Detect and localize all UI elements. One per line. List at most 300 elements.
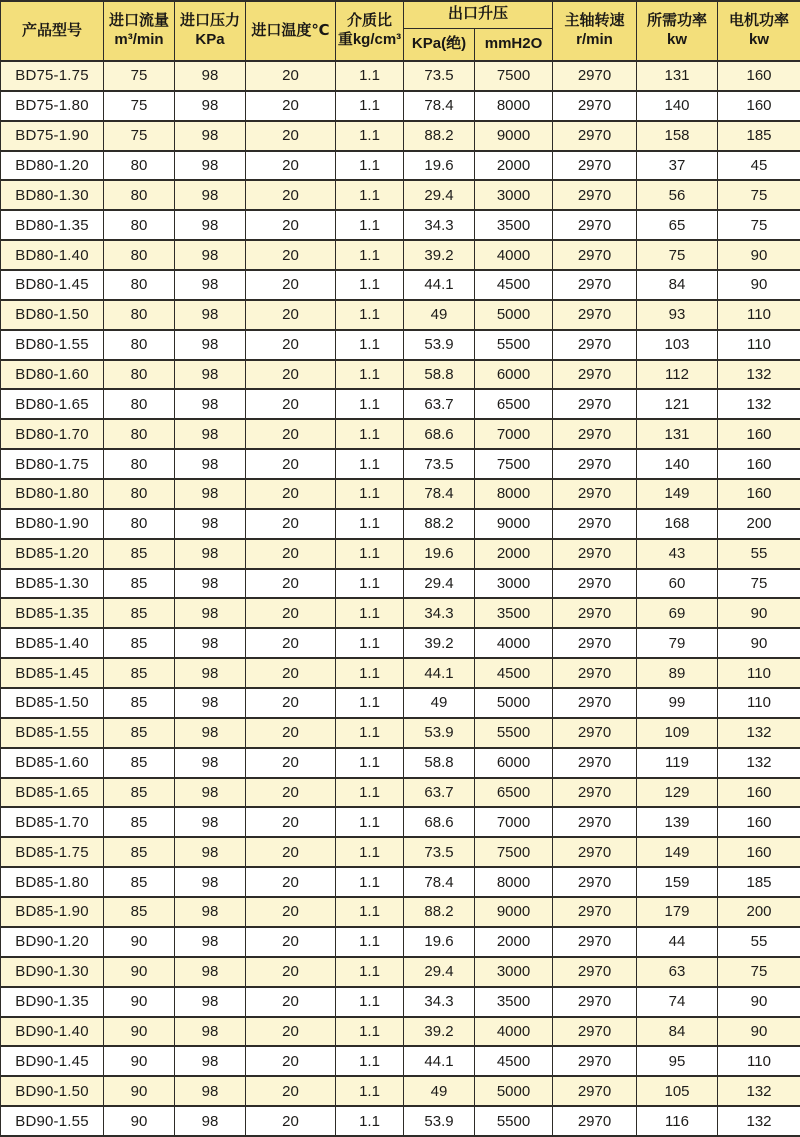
- table-cell: 132: [718, 718, 800, 748]
- table-cell: 1.1: [336, 778, 404, 808]
- table-cell: 20: [246, 987, 336, 1017]
- table-cell: 1.1: [336, 509, 404, 539]
- table-cell: 2970: [553, 449, 637, 479]
- table-cell: 98: [175, 778, 246, 808]
- table-cell: 56: [637, 180, 718, 210]
- table-cell: 200: [718, 509, 800, 539]
- table-cell: 43: [637, 539, 718, 569]
- table-cell: 58.8: [404, 360, 475, 390]
- table-cell: 98: [175, 539, 246, 569]
- table-cell: 20: [246, 748, 336, 778]
- table-cell: 44: [637, 927, 718, 957]
- table-cell: 160: [718, 837, 800, 867]
- table-cell: 49: [404, 300, 475, 330]
- table-cell: 2970: [553, 360, 637, 390]
- table-cell: 4000: [475, 1017, 553, 1047]
- table-cell: 1.1: [336, 91, 404, 121]
- table-cell: 20: [246, 180, 336, 210]
- table-cell: 98: [175, 151, 246, 181]
- table-cell: 3500: [475, 210, 553, 240]
- cell-product-model: BD80-1.80: [1, 479, 104, 509]
- table-cell: 80: [104, 151, 175, 181]
- table-cell: 2970: [553, 1106, 637, 1136]
- table-cell: 98: [175, 837, 246, 867]
- table-cell: 1.1: [336, 1106, 404, 1136]
- table-cell: 45: [718, 151, 800, 181]
- table-cell: 20: [246, 807, 336, 837]
- col-header-product-model-label: 产品型号: [21, 21, 82, 39]
- table-cell: 110: [718, 1046, 800, 1076]
- cell-product-model: BD80-1.30: [1, 180, 104, 210]
- table-cell: 98: [175, 419, 246, 449]
- table-cell: 2970: [553, 778, 637, 808]
- table-cell: 80: [104, 389, 175, 419]
- table-cell: 80: [104, 509, 175, 539]
- cell-product-model: BD80-1.50: [1, 300, 104, 330]
- table-cell: 131: [637, 419, 718, 449]
- table-cell: 39.2: [404, 1017, 475, 1047]
- table-cell: 7000: [475, 807, 553, 837]
- table-cell: 80: [104, 360, 175, 390]
- cell-product-model: BD85-1.20: [1, 539, 104, 569]
- table-row: [1, 449, 800, 479]
- table-cell: 78.4: [404, 91, 475, 121]
- table-cell: 2970: [553, 61, 637, 91]
- table-cell: 132: [718, 389, 800, 419]
- table-row: [1, 61, 800, 91]
- table-cell: 6500: [475, 389, 553, 419]
- cell-product-model: BD85-1.65: [1, 778, 104, 808]
- table-cell: 98: [175, 180, 246, 210]
- table-cell: 1.1: [336, 569, 404, 599]
- table-cell: 132: [718, 1106, 800, 1136]
- table-cell: 1.1: [336, 837, 404, 867]
- table-cell: 90: [718, 1017, 800, 1047]
- table-cell: 1.1: [336, 270, 404, 300]
- table-row: [1, 688, 800, 718]
- table-cell: 20: [246, 1017, 336, 1047]
- cell-product-model: BD80-1.90: [1, 509, 104, 539]
- table-cell: 29.4: [404, 569, 475, 599]
- table-cell: 58.8: [404, 748, 475, 778]
- table-cell: 98: [175, 360, 246, 390]
- table-row: [1, 718, 800, 748]
- table-cell: 90: [718, 987, 800, 1017]
- table-cell: 20: [246, 569, 336, 599]
- table-cell: 5000: [475, 688, 553, 718]
- cell-product-model: BD80-1.20: [1, 151, 104, 181]
- table-row: [1, 1046, 800, 1076]
- table-cell: 112: [637, 360, 718, 390]
- table-cell: 103: [637, 330, 718, 360]
- table-cell: 4500: [475, 270, 553, 300]
- table-cell: 98: [175, 1046, 246, 1076]
- table-cell: 160: [718, 778, 800, 808]
- table-cell: 5000: [475, 1076, 553, 1106]
- col-header-product-model: [1, 1, 104, 61]
- cell-product-model: BD90-1.45: [1, 1046, 104, 1076]
- table-cell: 85: [104, 718, 175, 748]
- table-cell: 20: [246, 1046, 336, 1076]
- table-row: [1, 927, 800, 957]
- table-cell: 2000: [475, 151, 553, 181]
- table-cell: 88.2: [404, 509, 475, 539]
- table-cell: 20: [246, 1076, 336, 1106]
- table-cell: 132: [718, 360, 800, 390]
- table-cell: 4000: [475, 240, 553, 270]
- table-cell: 75: [104, 121, 175, 151]
- table-cell: 98: [175, 210, 246, 240]
- table-cell: 1.1: [336, 927, 404, 957]
- table-cell: 20: [246, 151, 336, 181]
- table-cell: 98: [175, 867, 246, 897]
- table-cell: 98: [175, 688, 246, 718]
- table-cell: 6000: [475, 748, 553, 778]
- table-cell: 98: [175, 807, 246, 837]
- table-cell: 98: [175, 1106, 246, 1136]
- table-cell: 1.1: [336, 180, 404, 210]
- table-cell: 2000: [475, 927, 553, 957]
- table-cell: 1.1: [336, 628, 404, 658]
- table-cell: 109: [637, 718, 718, 748]
- table-cell: 20: [246, 867, 336, 897]
- table-cell: 20: [246, 479, 336, 509]
- table-row: [1, 151, 800, 181]
- table-cell: 20: [246, 210, 336, 240]
- table-cell: 53.9: [404, 718, 475, 748]
- table-cell: 160: [718, 449, 800, 479]
- table-row: [1, 91, 800, 121]
- table-cell: 110: [718, 658, 800, 688]
- table-cell: 85: [104, 628, 175, 658]
- table-cell: 20: [246, 957, 336, 987]
- cell-product-model: BD75-1.90: [1, 121, 104, 151]
- table-cell: 2970: [553, 121, 637, 151]
- cell-product-model: BD90-1.40: [1, 1017, 104, 1047]
- table-cell: 37: [637, 151, 718, 181]
- table-cell: 19.6: [404, 151, 475, 181]
- table-cell: 1.1: [336, 449, 404, 479]
- table-cell: 20: [246, 449, 336, 479]
- table-cell: 159: [637, 867, 718, 897]
- cell-product-model: BD80-1.60: [1, 360, 104, 390]
- table-cell: 80: [104, 300, 175, 330]
- table-cell: 63: [637, 957, 718, 987]
- table-cell: 75: [104, 61, 175, 91]
- table-cell: 88.2: [404, 121, 475, 151]
- table-cell: 1.1: [336, 658, 404, 688]
- col-header-inlet-temperature: 进口温度℃: [246, 1, 336, 61]
- table-cell: 149: [637, 479, 718, 509]
- table-cell: 34.3: [404, 598, 475, 628]
- table-cell: 132: [718, 748, 800, 778]
- table-cell: 2970: [553, 240, 637, 270]
- table-cell: 2970: [553, 897, 637, 927]
- table-cell: 95: [637, 1046, 718, 1076]
- table-cell: 1.1: [336, 1076, 404, 1106]
- table-cell: 2970: [553, 91, 637, 121]
- table-cell: 75: [718, 569, 800, 599]
- table-cell: 78.4: [404, 867, 475, 897]
- cell-product-model: BD90-1.50: [1, 1076, 104, 1106]
- table-cell: 90: [104, 1017, 175, 1047]
- cell-product-model: BD85-1.60: [1, 748, 104, 778]
- table-cell: 1.1: [336, 240, 404, 270]
- table-cell: 2970: [553, 509, 637, 539]
- table-cell: 98: [175, 1076, 246, 1106]
- table-row: [1, 807, 800, 837]
- table-cell: 34.3: [404, 210, 475, 240]
- table-cell: 99: [637, 688, 718, 718]
- table-row: [1, 479, 800, 509]
- table-cell: 20: [246, 688, 336, 718]
- table-cell: 20: [246, 658, 336, 688]
- table-cell: 119: [637, 748, 718, 778]
- table-cell: 85: [104, 807, 175, 837]
- table-cell: 1.1: [336, 598, 404, 628]
- table-row: [1, 330, 800, 360]
- table-cell: 85: [104, 748, 175, 778]
- table-cell: 185: [718, 867, 800, 897]
- table-cell: 49: [404, 1076, 475, 1106]
- table-cell: 4000: [475, 628, 553, 658]
- table-cell: 4500: [475, 1046, 553, 1076]
- table-cell: 20: [246, 330, 336, 360]
- table-cell: 89: [637, 658, 718, 688]
- table-cell: 20: [246, 897, 336, 927]
- table-cell: 90: [104, 1076, 175, 1106]
- table-cell: 4500: [475, 658, 553, 688]
- cell-product-model: BD80-1.55: [1, 330, 104, 360]
- table-cell: 2970: [553, 1046, 637, 1076]
- table-cell: 2970: [553, 867, 637, 897]
- table-cell: 1.1: [336, 121, 404, 151]
- table-cell: 140: [637, 449, 718, 479]
- table-cell: 80: [104, 419, 175, 449]
- cell-product-model: BD85-1.90: [1, 897, 104, 927]
- table-row: [1, 628, 800, 658]
- col-header-inlet-flow: 进口流量 m³/min: [104, 1, 175, 61]
- table-cell: 80: [104, 270, 175, 300]
- table-row: [1, 658, 800, 688]
- cell-product-model: BD80-1.45: [1, 270, 104, 300]
- table-cell: 98: [175, 1017, 246, 1047]
- table-cell: 110: [718, 688, 800, 718]
- table-cell: 2970: [553, 210, 637, 240]
- table-row: [1, 569, 800, 599]
- table-cell: 1.1: [336, 748, 404, 778]
- table-cell: 1.1: [336, 867, 404, 897]
- table-cell: 2970: [553, 927, 637, 957]
- table-cell: 7500: [475, 449, 553, 479]
- table-cell: 20: [246, 598, 336, 628]
- table-cell: 139: [637, 807, 718, 837]
- table-cell: 2970: [553, 389, 637, 419]
- table-cell: 90: [104, 927, 175, 957]
- table-cell: 110: [718, 330, 800, 360]
- table-cell: 20: [246, 240, 336, 270]
- col-header-outlet-mmh2o: mmH2O: [475, 28, 553, 61]
- table-cell: 90: [718, 628, 800, 658]
- col-header-outlet-boost-group: 出口升压: [404, 1, 553, 28]
- table-row: [1, 300, 800, 330]
- table-cell: 2970: [553, 718, 637, 748]
- table-cell: 84: [637, 1017, 718, 1047]
- table-cell: 53.9: [404, 1106, 475, 1136]
- table-cell: 2970: [553, 987, 637, 1017]
- table-row: [1, 1017, 800, 1047]
- table-cell: 5000: [475, 300, 553, 330]
- table-cell: 9000: [475, 897, 553, 927]
- cell-product-model: BD80-1.65: [1, 389, 104, 419]
- table-cell: 98: [175, 330, 246, 360]
- table-cell: 85: [104, 837, 175, 867]
- table-row: [1, 389, 800, 419]
- table-cell: 98: [175, 389, 246, 419]
- table-cell: 90: [104, 1046, 175, 1076]
- table-cell: 110: [718, 300, 800, 330]
- table-cell: 2970: [553, 330, 637, 360]
- table-cell: 63.7: [404, 778, 475, 808]
- table-cell: 98: [175, 658, 246, 688]
- table-cell: 20: [246, 927, 336, 957]
- table-cell: 3000: [475, 957, 553, 987]
- col-header-outlet-kpa: KPa(绝): [404, 28, 475, 61]
- table-cell: 98: [175, 718, 246, 748]
- table-cell: 7000: [475, 419, 553, 449]
- table-cell: 98: [175, 927, 246, 957]
- table-cell: 5500: [475, 330, 553, 360]
- table-row: [1, 987, 800, 1017]
- table-cell: 53.9: [404, 330, 475, 360]
- table-row: [1, 180, 800, 210]
- table-body: [1, 61, 800, 1136]
- table-cell: 200: [718, 897, 800, 927]
- table-cell: 75: [718, 957, 800, 987]
- table-cell: 73.5: [404, 449, 475, 479]
- table-cell: 98: [175, 449, 246, 479]
- table-cell: 129: [637, 778, 718, 808]
- table-cell: 9000: [475, 121, 553, 151]
- table-cell: 85: [104, 867, 175, 897]
- table-cell: 5500: [475, 718, 553, 748]
- table-row: [1, 210, 800, 240]
- table-cell: 131: [637, 61, 718, 91]
- table-cell: 60: [637, 569, 718, 599]
- table-cell: 20: [246, 778, 336, 808]
- col-header-shaft-speed: 主轴转速 r/min: [553, 1, 637, 61]
- table-cell: 65: [637, 210, 718, 240]
- table-cell: 44.1: [404, 658, 475, 688]
- table-cell: 2970: [553, 688, 637, 718]
- table-cell: 39.2: [404, 628, 475, 658]
- table-row: [1, 957, 800, 987]
- table-row: [1, 509, 800, 539]
- table-cell: 85: [104, 658, 175, 688]
- table-cell: 20: [246, 270, 336, 300]
- table-cell: 179: [637, 897, 718, 927]
- table-cell: 2970: [553, 748, 637, 778]
- table-cell: 1.1: [336, 61, 404, 91]
- table-cell: 2970: [553, 598, 637, 628]
- table-cell: 84: [637, 270, 718, 300]
- table-cell: 98: [175, 270, 246, 300]
- table-cell: 20: [246, 300, 336, 330]
- table-cell: 80: [104, 240, 175, 270]
- table-cell: 20: [246, 389, 336, 419]
- table-cell: 2970: [553, 807, 637, 837]
- table-cell: 1.1: [336, 419, 404, 449]
- table-cell: 20: [246, 509, 336, 539]
- table-cell: 85: [104, 539, 175, 569]
- table-cell: 68.6: [404, 807, 475, 837]
- table-cell: 93: [637, 300, 718, 330]
- table-row: [1, 539, 800, 569]
- table-cell: 98: [175, 987, 246, 1017]
- table-cell: 20: [246, 718, 336, 748]
- table-row: [1, 598, 800, 628]
- table-cell: 78.4: [404, 479, 475, 509]
- table-cell: 98: [175, 61, 246, 91]
- table-cell: 98: [175, 300, 246, 330]
- cell-product-model: BD80-1.40: [1, 240, 104, 270]
- table-cell: 20: [246, 419, 336, 449]
- table-cell: 98: [175, 598, 246, 628]
- table-cell: 3000: [475, 569, 553, 599]
- table-cell: 90: [104, 957, 175, 987]
- table-cell: 20: [246, 1106, 336, 1136]
- table-row: [1, 778, 800, 808]
- table-cell: 2970: [553, 539, 637, 569]
- table-cell: 2970: [553, 1017, 637, 1047]
- table-cell: 116: [637, 1106, 718, 1136]
- table-cell: 19.6: [404, 927, 475, 957]
- table-cell: 98: [175, 628, 246, 658]
- col-header-motor-power: 电机功率 kw: [718, 1, 800, 61]
- table-cell: 132: [718, 1076, 800, 1106]
- col-header-required-power: 所需功率 kw: [637, 1, 718, 61]
- table-cell: 9000: [475, 509, 553, 539]
- cell-product-model: BD85-1.45: [1, 658, 104, 688]
- table-row: [1, 1076, 800, 1106]
- table-cell: 7500: [475, 837, 553, 867]
- table-cell: 44.1: [404, 270, 475, 300]
- col-header-medium-specific-weight: 介质比 重kg/cm³: [336, 1, 404, 61]
- table-cell: 2970: [553, 270, 637, 300]
- table-cell: 34.3: [404, 987, 475, 1017]
- table-cell: 2970: [553, 151, 637, 181]
- table-cell: 98: [175, 897, 246, 927]
- table-cell: 98: [175, 957, 246, 987]
- table-cell: 1.1: [336, 987, 404, 1017]
- table-cell: 2970: [553, 569, 637, 599]
- table-cell: 75: [718, 210, 800, 240]
- table-cell: 63.7: [404, 389, 475, 419]
- cell-product-model: BD85-1.80: [1, 867, 104, 897]
- cell-product-model: BD75-1.80: [1, 91, 104, 121]
- table-cell: 1.1: [336, 389, 404, 419]
- cell-product-model: BD85-1.30: [1, 569, 104, 599]
- cell-product-model: BD85-1.75: [1, 837, 104, 867]
- table-row: [1, 1106, 800, 1136]
- table-cell: 140: [637, 91, 718, 121]
- table-row: [1, 121, 800, 151]
- table-cell: 7500: [475, 61, 553, 91]
- cell-product-model: BD85-1.70: [1, 807, 104, 837]
- table-cell: 1.1: [336, 300, 404, 330]
- table-cell: 98: [175, 748, 246, 778]
- table-cell: 75: [637, 240, 718, 270]
